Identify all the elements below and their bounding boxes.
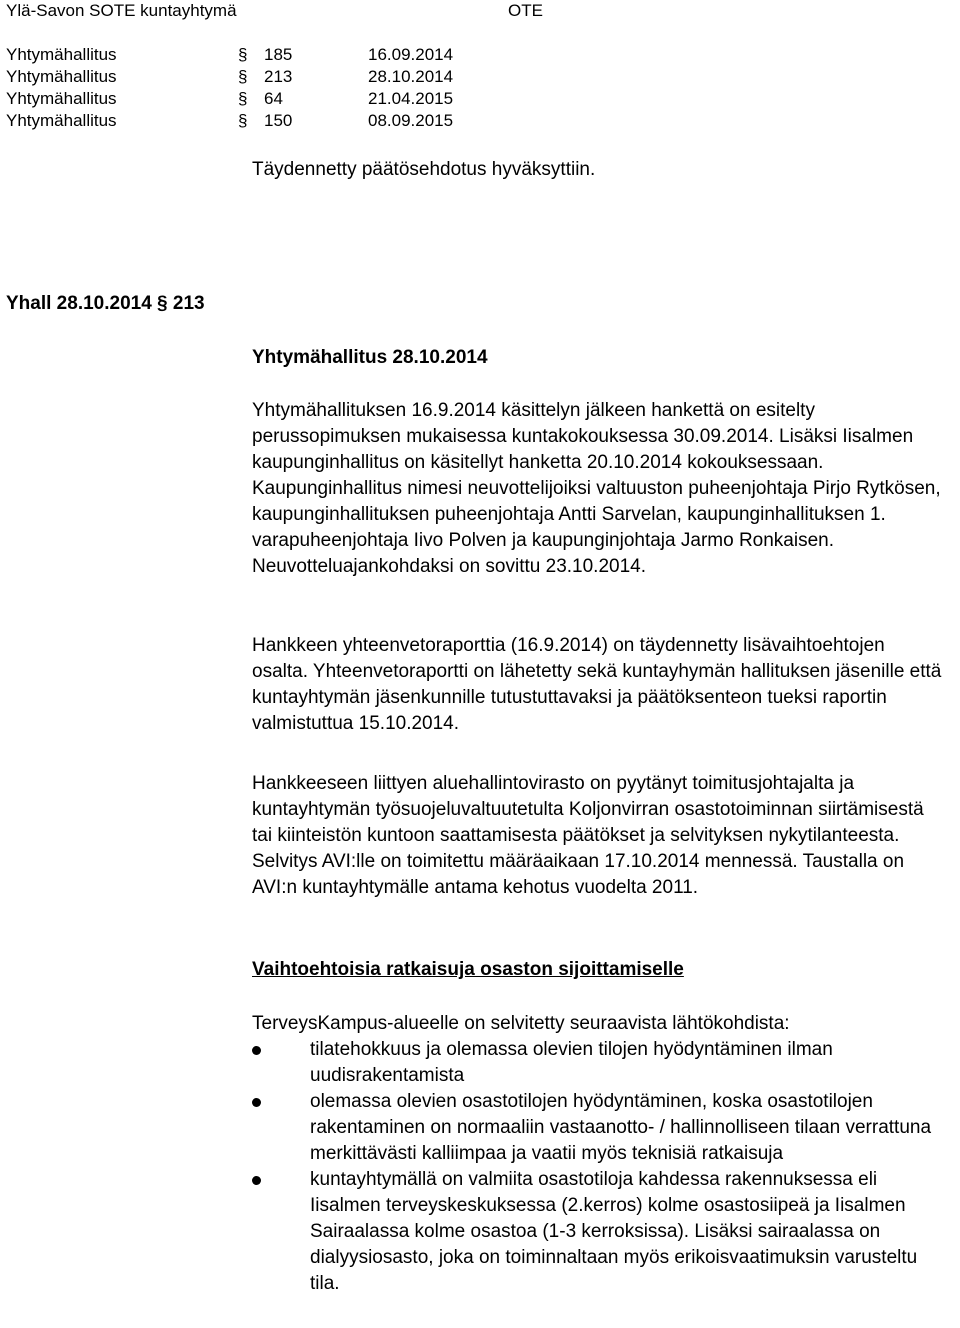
section-sign: § — [238, 111, 248, 130]
paragraph: Hankkeeseen liittyen aluehallintovirasto on pyytänyt toimitusjohtajalta ja kuntayhtymän työsuojeluvaltuutetulta Koljonvirran osastotoiminnan siirtämisestä tai kiinteistön kuntoon saattamisesta päätökset ja selvityksen nykytilanteesta. Selvitys AVI:lle on toimitettu määräaikaan 17.10.2014 mennessä. Taustalla on AVI:n kuntayhtymälle antama kehotus vuodelta 2011. — [252, 773, 924, 898]
reference-date: 16.09.2014 — [368, 45, 454, 64]
reference-number: 213 — [264, 67, 293, 86]
section-sign: § — [238, 89, 248, 108]
reference-org: Yhtymähallitus — [6, 111, 117, 130]
reference-row — [6, 110, 706, 132]
reference-row — [6, 88, 706, 110]
bullet-icon — [252, 1176, 261, 1185]
reference-org: Yhtymähallitus — [6, 67, 117, 86]
reference-date: 21.04.2015 — [368, 89, 454, 108]
reference-number: 150 — [264, 111, 293, 130]
alternatives-intro: TerveysKampus-alueelle on selvitetty seuraavista lähtökohdista: — [252, 1013, 790, 1034]
list-item-text: kuntayhtymällä on valmiita osastotiloja kahdessa rakennuksessa eli Iisalmen terveyskeskuksessa (2.kerros) kolme osastosiipeä ja Iisalmen Sairaalassa kolme osastoa (1-3 kerroksissa). Lisäksi sairaalassa on dialyysiosasto, joka on toiminnaltaan myös erikoisvaatimuksin varusteltu tila. — [310, 1169, 918, 1294]
reference-row — [6, 44, 706, 66]
reference-row — [6, 66, 706, 88]
organization-name: Ylä-Savon SOTE kuntayhtymä — [6, 1, 237, 20]
paragraph: Yhtymähallituksen 16.9.2014 käsittelyn jälkeen hankettä on esitelty perussopimuksen mukaisessa kuntakokouksessa 30.09.2014. Lisäksi Iisalmen kaupunginhallitus on käsitellyt hanketta 20.10.2014 kokouksessaan. Kaupunginhallitus nimesi neuvottelijoiksi valtuuston puheenjohtaja Pirjo Rytkösen, kaupunginhallituksen puheenjohtaja Antti Sarvelan, kaupunginhallituksen 1. varapuheenjohtaja Iivo Polven ja kaupunginjohtaja Jarmo Ronkaisen. Neuvotteluajankohdaksi on sovittu 23.10.2014. — [252, 400, 941, 577]
alternatives-list — [252, 1037, 942, 1297]
list-item — [252, 1089, 942, 1167]
list-item-text: olemassa olevien osastotilojen hyödyntäminen, koska osastotilojen rakentaminen on normaaliin vastaanotto- / hallinnolliseen tilaan verrattuna merkittävästi kalliimpaa ja vaatii myös teknisiä ratkaisuja — [310, 1091, 932, 1164]
reference-date: 28.10.2014 — [368, 67, 454, 86]
document-type: OTE — [508, 1, 543, 20]
decision-text: Täydennetty päätösehdotus hyväksyttiin. — [252, 159, 596, 180]
alternatives-heading: Vaihtoehtoisia ratkaisuja osaston sijoittamiselle — [252, 959, 684, 980]
reference-number: 185 — [264, 45, 293, 64]
reference-date: 08.09.2015 — [368, 111, 454, 130]
list-item — [252, 1167, 942, 1297]
bullet-icon — [252, 1046, 261, 1055]
section-sign: § — [238, 67, 248, 86]
list-item-text: tilatehokkuus ja olemassa olevien tilojen hyödyntäminen ilman uudisrakentamista — [310, 1039, 833, 1086]
section-sign: § — [238, 45, 248, 64]
reference-org: Yhtymähallitus — [6, 89, 117, 108]
reference-number: 64 — [264, 89, 283, 108]
bullet-icon — [252, 1098, 261, 1107]
reference-org: Yhtymähallitus — [6, 45, 117, 64]
paragraph: Hankkeen yhteenvetoraporttia (16.9.2014) on täydennetty lisävaihtoehtojen osalta. Yhteenvetoraportti on lähetetty sekä kuntayhymän hallituksen jäsenille että kuntayhtymän jäsenkunnille tutustuttavaksi ja päätöksenteon tueksi raportin valmistuttua 15.10.2014. — [252, 635, 942, 734]
section-heading: Yhall 28.10.2014 § 213 — [6, 293, 205, 314]
meeting-heading: Yhtymähallitus 28.10.2014 — [252, 347, 488, 368]
list-item — [252, 1037, 942, 1089]
